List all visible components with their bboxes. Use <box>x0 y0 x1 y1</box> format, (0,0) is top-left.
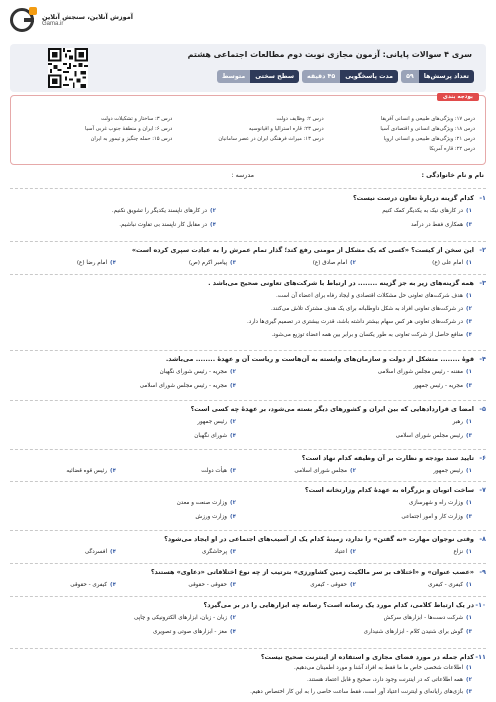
question-text: قوهٔ ........ متشکل از دولت و سازمان‌های وابسته به آن‌هاست و ریاست آن و عهدهٔ ........ می‌باشد. <box>165 355 474 363</box>
option-2[interactable]: ۲) اعتیاد <box>334 549 356 555</box>
brand-name: آموزش آنلاین، سنجش آنلاین <box>42 13 134 21</box>
question-2: ۲- این سخن از کیست؟ «کسی که یک مشکل از مومنی رفع کند؛ گذار تمام عمرش را به عبادت سپری کرده است» ۱) امام علی (ع) ۲) امام صادق (ع) ۳) پیامبر اکرم (ص) ۴) امام رضا (ع) <box>76 246 486 266</box>
option-1[interactable]: ۱) در کارهای نیک به یکدیگر کمک کنیم <box>382 208 472 214</box>
divider <box>10 530 486 531</box>
option-3[interactable]: ۳) هیأت دولت <box>201 468 236 474</box>
student-name-label: نام و نام خانوادگی : <box>421 172 484 179</box>
gama-logo-icon <box>10 8 34 32</box>
option-4[interactable]: ۴) افسردگی <box>84 549 116 555</box>
question-7: ۷- ساخت اتوبان و بزرگراه به عهدهٔ کدام وزارتخانه است؟ ۱) وزارت راه و شهرسازی ۲) وزارت صنعت و معدن ۳) وزارت کار و امور اجتماعی ۴) وزارت ورزش <box>176 486 486 520</box>
option-3[interactable]: ۳) مجریه - رئیس جمهور <box>413 383 472 389</box>
question-11: ۱۱- کدام جمله در مورد فضای مجازی و استفاده از اینترنت صحیح نیست؟ ۱) اطلاعات شخصی خاص ما ما فقط به افراد آشنا و مورد اطمینان می‌دهیم. ۲) همه اطلاعاتی که در اینترنت وجود دارد، صحیح و قابل اعتماد هستند. ۳) بازی‌های رایانه‌ای و اینترنت اعتیاد آور است، فقط ساعت خاصی را به این کار اختصاص دهیم. <box>250 653 486 695</box>
lesson-item: درس ۱۸: ویژگی‌های انسانی و اقتصادی آسیا <box>380 126 475 132</box>
option-1[interactable]: ۱) هدف شرکت‌های تعاونی حل مشکلات اقتصادی و ایجاد رفاه برای اعضاء آن است. <box>275 293 472 299</box>
brand[interactable] <box>10 8 133 32</box>
question-text: «عصب عنوان» و «اختلاف بر سر مالکیت زمین کشاورزی» بترتیب از چه نوع اختلافاتی «دعاوی» هستند؟ <box>150 568 474 576</box>
lesson-item: درس ۶: ایران و منطقهٔ جنوب غربی آسیا <box>84 126 173 132</box>
option-4[interactable]: ۴) رئیس قوه قضائیه <box>66 468 116 474</box>
question-9: ۹- «عصب عنوان» و «اختلاف بر سر مالکیت زمین کشاورزی» بترتیب از چه نوع اختلافاتی «دعاوی» هستند؟ ۱) کیفری - کیفری ۲) حقوقی - کیفری ۳) حقوقی - حقوقی ۴) کیفری - حقوقی <box>70 568 486 588</box>
lesson-item: درس ۱۵: حمله چنگیز و تیمور به ایران <box>90 136 173 142</box>
question-text: ساخت اتوبان و بزرگراه به عهدهٔ کدام وزارتخانه است؟ <box>304 486 474 494</box>
option-2[interactable]: ۲) امام صادق (ع) <box>312 260 356 266</box>
question-text: کدام گزینه دربارهٔ تعاون درست نیست؟ <box>352 194 474 202</box>
question-4: ۴- قوهٔ ........ متشکل از دولت و سازمان‌های وابسته به آن‌هاست و ریاست آن و عهدهٔ ........ می‌باشد. ۱) مقننه - رئیس مجلس شورای اسلامی ۲) مجریه - رئیس شورای نگهبان ۳) مجریه - رئیس جمهور ۴) مجریه - رئیس مجلس شورای اسلامی <box>139 355 486 389</box>
lesson-item: درس ۲۱: ویژگی‌های طبیعی و انسانی اروپا <box>383 136 475 142</box>
option-3[interactable]: ۳) همکاری فقط در درآمد <box>410 222 472 228</box>
option-1[interactable]: ۱) نزاع <box>453 549 472 555</box>
budget-tag: بودجه بندی <box>437 93 479 101</box>
option-4[interactable]: ۴) در مقابل کار ناپسند بی تفاوت نباشیم. <box>119 222 216 228</box>
school-label: مدرسه : <box>231 172 254 179</box>
stat-question-count: تعداد پرسش‌ها ۵۹ <box>401 70 474 83</box>
student-info-row <box>12 170 484 184</box>
question-text: در یک ارتباط کلامی، کدام مورد یک رسانه است؟ رسانه چه ابزارهایی را در بر می‌گیرد؟ <box>203 601 474 609</box>
option-3[interactable]: ۳) وزارت کار و امور اجتماعی <box>401 514 472 520</box>
option-3[interactable]: ۳) در شرکت‌های تعاونی هر کس سهام بیشتر داشته باشد، قدرت بیشتری در تصمیم گیری‌ها دارد. <box>247 319 472 325</box>
divider <box>10 449 486 450</box>
divider <box>10 188 486 189</box>
brand-site[interactable]: Gama.ir <box>42 21 64 27</box>
option-1[interactable]: ۱) وزارت راه و شهرسازی <box>409 500 472 506</box>
exam-stats <box>217 70 474 83</box>
question-text: همه گزینه‌های زیر به جز گزینه ........ در ارتباط با شرکت‌های تعاونی صحیح می‌باشد . <box>208 279 474 287</box>
lesson-item: درس ۱۷: ویژگی‌های طبیعی و انسانی آفریقا <box>380 116 475 122</box>
option-4[interactable]: ۴) منافع حاصل از شرکت تعاونی به طور یکسان و برابر بین همه اعضاء توزیع می‌شود. <box>271 332 472 338</box>
question-text: کدام جمله در مورد فضای مجازی و استفاده از اینترنت صحیح نیست؟ <box>260 653 474 661</box>
option-3[interactable]: ۳) پرخاشگری <box>201 549 236 555</box>
exam-title: سری ۴ سوالات پایانی: آزمون مجازی نوبت دوم مطالعات اجتماعی هشتم <box>187 50 472 59</box>
lesson-item: درس ۲: وظایف دولت <box>276 116 324 122</box>
option-1[interactable]: ۱) شرکت دست‌ها - ابزارهای سرکش <box>383 615 472 621</box>
divider <box>10 481 486 482</box>
stat-difficulty: سطح سختی متوسط <box>217 70 299 83</box>
option-3[interactable]: ۳) رئیس مجلس شورای اسلامی <box>395 433 472 439</box>
option-1[interactable]: ۱) رهبر <box>452 419 472 425</box>
option-4[interactable]: ۴) وزارت ورزش <box>195 514 236 520</box>
option-1[interactable]: ۱) اطلاعات شخصی خاص ما ما فقط به افراد آشنا و مورد اطمینان می‌دهیم. <box>294 665 472 671</box>
lesson-item: درس ۱۳: میراث فرهنگی ایران در عصر سامانیان <box>218 136 324 142</box>
option-4[interactable]: ۴) شورای نگهبان <box>194 433 236 439</box>
option-4[interactable]: ۴) مغز - ابزارهای صوتی و تصویری <box>152 629 236 635</box>
divider <box>10 648 486 649</box>
divider <box>10 350 486 351</box>
divider <box>10 563 486 564</box>
lesson-list <box>21 116 475 152</box>
option-2[interactable]: ۲) رئیس جمهور <box>197 419 236 425</box>
option-3[interactable]: ۳) بازی‌های رایانه‌ای و اینترنت اعتیاد آور است، فقط ساعت خاصی را به این کار اختصاص دهیم. <box>250 689 472 695</box>
option-2[interactable]: ۲) حقوقی - کیفری <box>310 582 356 588</box>
divider <box>10 274 486 275</box>
question-8: ۸- وقتی نوجوان مهارت «نه گفتن» را ندارد، زمینهٔ کدام یک از آسیب‌های اجتماعی در او ایجاد می‌شود؟ ۱) نزاع ۲) اعتیاد ۳) پرخاشگری ۴) افسردگی <box>84 535 486 555</box>
qr-code-icon <box>48 48 88 88</box>
question-text: وقتی نوجوان مهارت «نه گفتن» را ندارد، زمینهٔ کدام یک از آسیب‌های اجتماعی در او ایجاد می‌شود؟ <box>164 535 474 543</box>
stat-duration: مدت پاسخگویی ۴۵ دقیقه <box>302 70 398 83</box>
option-1[interactable]: ۱) رئیس جمهور <box>433 468 472 474</box>
option-3[interactable]: ۳) حقوقی - حقوقی <box>188 582 236 588</box>
option-2[interactable]: ۲) همه اطلاعاتی که در اینترنت وجود دارد، صحیح و قابل اعتماد هستند. <box>307 677 472 683</box>
option-2[interactable]: ۲) وزارت صنعت و معدن <box>176 500 236 506</box>
option-1[interactable]: ۱) کیفری - کیفری <box>428 582 472 588</box>
question-text: تایید سند بودجه و نظارت بر آن وظیفه کدام نهاد است؟ <box>301 454 474 462</box>
question-text: این سخن از کیست؟ «کسی که یک مشکل از مومنی رفع کند؛ گذار تمام عمرش را به عبادت سپری کرده است» <box>131 246 474 254</box>
page-header <box>10 8 486 38</box>
option-1[interactable]: ۱) مقننه - رئیس مجلس شورای اسلامی <box>377 369 472 375</box>
option-3[interactable]: ۳) گوش برای شنیدن کلام - ابزارهای شنیداری <box>363 629 472 635</box>
budget-box <box>10 95 486 165</box>
option-2[interactable]: ۲) مجلس شورای اسلامی <box>294 468 356 474</box>
question-3: ۳- همه گزینه‌های زیر به جز گزینه ........ در ارتباط با شرکت‌های تعاونی صحیح می‌باشد . ۱) هدف شرکت‌های تعاونی حل مشکلات اقتصادی و ایجاد رفاه برای اعضاء آن است. ۲) در شرکت‌های تعاونی افراد به شکل داوطلبانه برای یک هدف مشترک تلاش می‌کنند. ۳) در شرکت‌های تعاونی هر کس سهام بیشتر داشته باشد، قدرت بیشتری در تصمیم گیری‌ها دارد. ۴) منافع حاصل از شرکت تعاونی به طور یکسان و برابر بین همه اعضاء توزیع می‌شود. <box>208 279 486 338</box>
option-2[interactable]: ۲) در شرکت‌های تعاونی افراد به شکل داوطلبانه برای یک هدف مشترک تلاش می‌کنند. <box>270 306 472 312</box>
question-6: ۶- تایید سند بودجه و نظارت بر آن وظیفه کدام نهاد است؟ ۱) رئیس جمهور ۲) مجلس شورای اسلامی ۳) هیأت دولت ۴) رئیس قوه قضائیه <box>66 454 486 474</box>
question-text: امضا ی قرارداد‌هایی که بین ایران و کشورهای دیگر بسته می‌شود، بر عهدهٔ چه کسی است؟ <box>190 405 474 413</box>
option-4[interactable]: ۴) امام رضا (ع) <box>76 260 116 266</box>
option-2[interactable]: ۲) در کارهای ناپسند یکدیگر را تشویق نکنیم. <box>111 208 216 214</box>
lesson-item: درس ۲۳: قاره استرالیا و اقیانوسیه <box>248 126 324 132</box>
option-4[interactable]: ۴) کیفری - حقوقی <box>70 582 116 588</box>
divider <box>10 241 486 242</box>
question-10: ۱۰- در یک ارتباط کلامی، کدام مورد یک رسانه است؟ رسانه چه ابزارهایی را در بر می‌گیرد؟ ۱) شرکت دست‌ها - ابزارهای سرکش ۲) زبان - زبان، ابزارهای الکترونیکی و چاپی ۳) گوش برای شنیدن کلام - ابزارهای شنیداری ۴) مغز - ابزارهای صوتی و تصویری <box>133 601 486 635</box>
question-5: ۵- امضا ی قرارداد‌هایی که بین ایران و کشورهای دیگر بسته می‌شود، بر عهدهٔ چه کسی است؟ ۱) رهبر ۲) رئیس جمهور ۳) رئیس مجلس شورای اسلامی ۴) شورای نگهبان <box>190 405 486 439</box>
option-1[interactable]: ۱) امام علی (ع) <box>432 260 472 266</box>
option-4[interactable]: ۴) مجریه - رئیس مجلس شورای اسلامی <box>139 383 236 389</box>
question-1: ۱- کدام گزینه دربارهٔ تعاون درست نیست؟ ۱) در کارهای نیک به یکدیگر کمک کنیم ۲) در کارهای ناپسند یکدیگر را تشویق نکنیم. ۳) همکاری فقط در درآمد ۴) در مقابل کار ناپسند بی تفاوت نباشیم. <box>111 194 486 228</box>
lesson-item: درس ۳: ساختار و تشکیلات دولت <box>101 116 173 122</box>
option-2[interactable]: ۲) مجریه - رئیس شورای نگهبان <box>159 369 236 375</box>
option-3[interactable]: ۳) پیامبر اکرم (ص) <box>188 260 236 266</box>
divider <box>10 596 486 597</box>
exam-info-card <box>10 44 486 92</box>
option-2[interactable]: ۲) زبان - زبان، ابزارهای الکترونیکی و چاپی <box>133 615 236 621</box>
divider <box>10 400 486 401</box>
lesson-item: درس ۲۲: قاره آمریکا <box>429 146 475 152</box>
